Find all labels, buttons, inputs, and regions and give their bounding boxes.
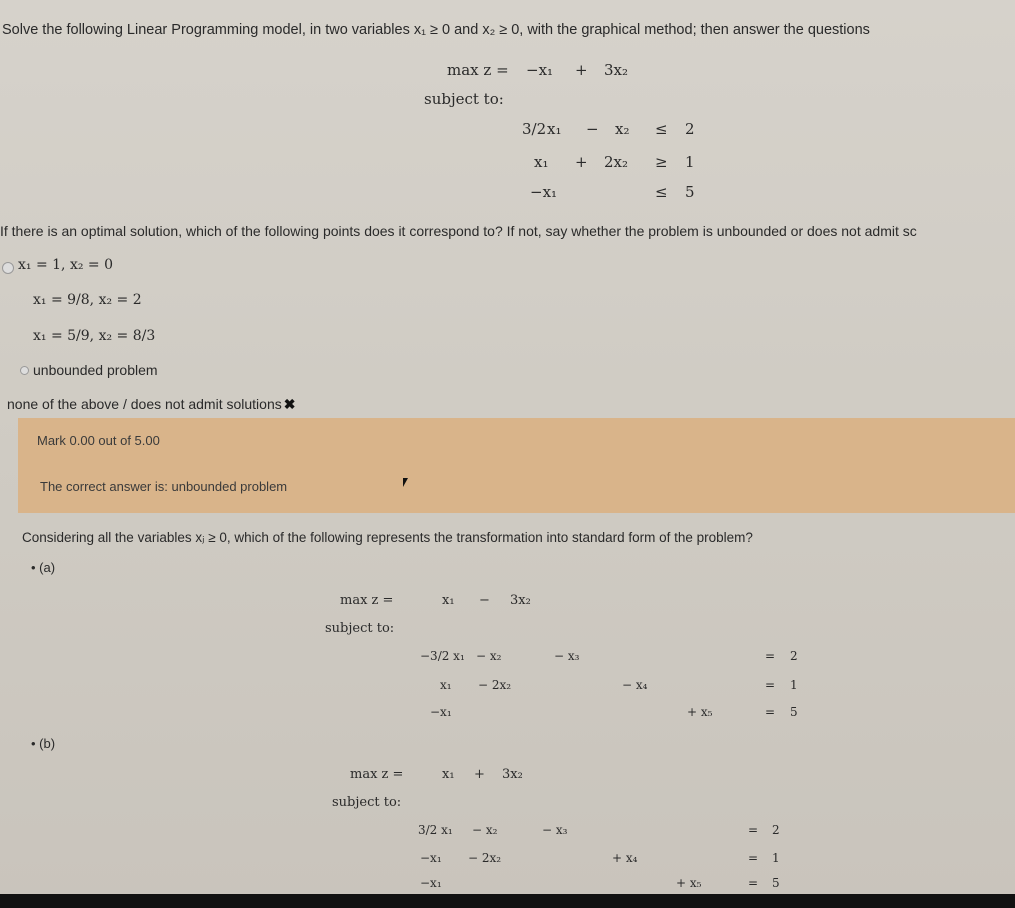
a-r3-e: + x₅ bbox=[687, 705, 713, 719]
option-a[interactable]: • (a) bbox=[31, 560, 56, 575]
a-objective-t1: x₁ bbox=[442, 593, 455, 608]
mouse-cursor-icon bbox=[403, 478, 413, 487]
a-r2-a: x₁ bbox=[440, 678, 452, 692]
feedback-mark: Mark 0.00 out of 5.00 bbox=[37, 433, 160, 448]
a-r2-rel: = bbox=[765, 678, 776, 692]
b-objective-op: + bbox=[474, 767, 485, 782]
q1-c2-rhs: 1 bbox=[685, 153, 695, 171]
a-objective-op: − bbox=[479, 593, 490, 608]
b-objective-t2: 3x₂ bbox=[502, 767, 523, 782]
a-objective-t2: 3x₂ bbox=[510, 593, 531, 608]
b-r3-e: + x₅ bbox=[676, 876, 702, 890]
feedback-panel bbox=[18, 418, 1015, 513]
b-r1-c: − x₃ bbox=[542, 823, 568, 837]
question1-prompt: Solve the following Linear Programming model, in two variables x₁ ≥ 0 and x₂ ≥ 0, with the graphical method; then answer the questions bbox=[2, 22, 870, 38]
feedback-correct-answer: The correct answer is: unbounded problem bbox=[40, 479, 288, 494]
q1-c2-x2: 2x₂ bbox=[604, 153, 629, 171]
option-2[interactable]: x₁ = 9/8, x₂ = 2 bbox=[33, 292, 142, 308]
option-3[interactable]: x₁ = 5/9, x₂ = 8/3 bbox=[33, 328, 156, 344]
b-r2-rhs: 1 bbox=[772, 851, 780, 865]
b-r3-rhs: 5 bbox=[772, 876, 780, 890]
option-b-label: (b) bbox=[39, 736, 56, 751]
b-r2-rel: = bbox=[748, 851, 759, 865]
a-r1-c: − x₃ bbox=[554, 649, 580, 663]
bottom-edge-bar bbox=[0, 894, 1015, 908]
q1-c1-x2: x₂ bbox=[615, 120, 630, 138]
a-r3-a: −x₁ bbox=[430, 705, 452, 719]
q1-c1-rhs: 2 bbox=[685, 120, 695, 138]
b-objective-label: max z = bbox=[350, 767, 404, 782]
incorrect-mark-icon: ✖ bbox=[283, 396, 296, 412]
q1-c1-rel: ≤ bbox=[655, 120, 668, 138]
q1-c1-op: − bbox=[586, 120, 599, 138]
b-objective-t1: x₁ bbox=[442, 767, 455, 782]
a-objective-label: max z = bbox=[340, 593, 394, 608]
b-r1-rel: = bbox=[748, 823, 759, 837]
option-radio[interactable] bbox=[2, 262, 14, 274]
a-subject-to: subject to: bbox=[325, 621, 395, 636]
q1-c1-x1: x₁ bbox=[547, 120, 562, 138]
option-radio[interactable] bbox=[20, 366, 29, 375]
b-subject-to: subject to: bbox=[332, 795, 402, 810]
option-1[interactable]: x₁ = 1, x₂ = 0 bbox=[18, 257, 113, 273]
option-5-label: none of the above / does not admit solutions bbox=[7, 396, 282, 412]
option-4[interactable]: unbounded problem bbox=[33, 362, 158, 378]
q1-subject-to: subject to: bbox=[424, 90, 504, 108]
a-r2-rhs: 1 bbox=[790, 678, 798, 692]
b-r3-rel: = bbox=[748, 876, 759, 890]
a-r2-b: − 2x₂ bbox=[478, 678, 512, 692]
q1-objective-t1: −x₁ bbox=[526, 61, 554, 79]
a-r2-d: − x₄ bbox=[622, 678, 648, 692]
a-r3-rhs: 5 bbox=[790, 705, 798, 719]
b-r1-a: 3/2 x₁ bbox=[418, 823, 453, 837]
q1-objective-label: max z = bbox=[447, 61, 509, 79]
a-r1-rel: = bbox=[765, 649, 776, 663]
b-r3-a: −x₁ bbox=[420, 876, 442, 890]
b-r1-rhs: 2 bbox=[772, 823, 780, 837]
b-r2-a: −x₁ bbox=[420, 851, 442, 865]
q1-objective-op: + bbox=[575, 61, 588, 79]
q1-c2-x1: x₁ bbox=[534, 153, 549, 171]
q1-c2-op: + bbox=[575, 153, 588, 171]
a-r1-rhs: 2 bbox=[790, 649, 798, 663]
question2-prompt: Considering all the variables xⱼ ≥ 0, which of the following represents the transformation into standard form of the problem? bbox=[22, 530, 753, 545]
b-r2-b: − 2x₂ bbox=[468, 851, 502, 865]
option-a-label: (a) bbox=[39, 560, 56, 575]
q1-c2-rel: ≥ bbox=[655, 153, 668, 171]
q1-c3-rhs: 5 bbox=[685, 183, 695, 201]
option-5[interactable] bbox=[7, 396, 295, 413]
option-b[interactable]: • (b) bbox=[31, 736, 56, 751]
q1-c3-x1: −x₁ bbox=[530, 183, 558, 201]
q1-c1-coef: 3/2 bbox=[522, 120, 547, 138]
b-r2-d: + x₄ bbox=[612, 851, 638, 865]
a-r1-a: −3/2 x₁ bbox=[420, 649, 465, 663]
b-r1-b: − x₂ bbox=[472, 823, 498, 837]
q1-c3-rel: ≤ bbox=[655, 183, 668, 201]
q1-objective-t2: 3x₂ bbox=[604, 61, 629, 79]
a-r1-b: − x₂ bbox=[476, 649, 502, 663]
a-r3-rel: = bbox=[765, 705, 776, 719]
q1-ask: If there is an optimal solution, which of the following points does it correspond to? If not, say whether the problem is unbounded or does not admit sc bbox=[0, 223, 917, 239]
